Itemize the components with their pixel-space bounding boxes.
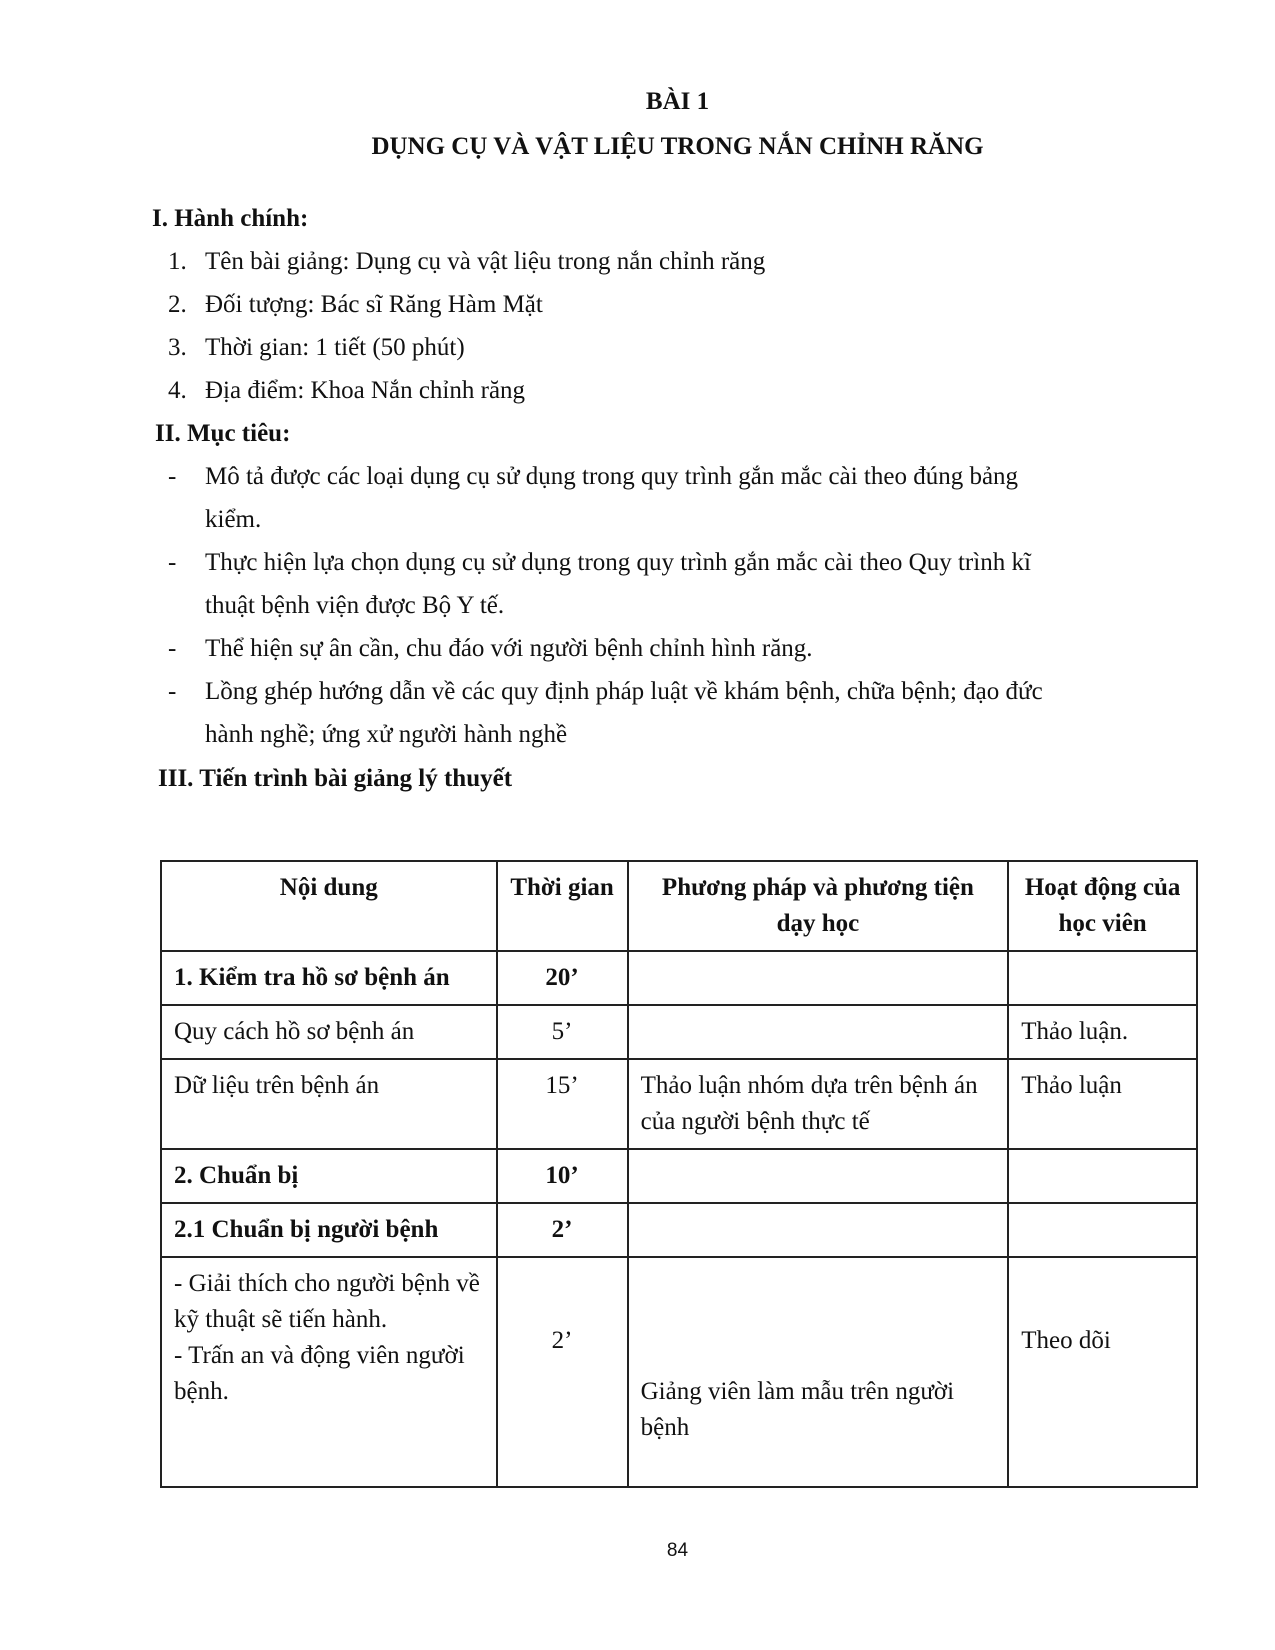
cell-content-line: - Giải thích cho người bệnh về kỹ thuật sẽ tiến hành. xyxy=(174,1270,480,1333)
cell-content: Dữ liệu trên bệnh án xyxy=(161,1059,497,1149)
objective-line: Thực hiện lựa chọn dụng cụ sử dụng trong quy trình gắn mắc cài theo Quy trình kĩ xyxy=(205,549,1031,576)
cell-activity xyxy=(1008,1203,1197,1257)
cell-method xyxy=(628,1203,1009,1257)
section1-heading: I. Hành chính: xyxy=(152,205,309,232)
bullet-dash: - xyxy=(168,678,177,705)
cell-method xyxy=(628,1005,1009,1059)
cell-content xyxy=(161,1257,497,1487)
page-number: 84 xyxy=(666,1540,689,1561)
objective-line: Thể hiện sự ân cần, chu đáo với người bệnh chỉnh hình răng. xyxy=(205,635,813,662)
item-num: 2. xyxy=(168,291,187,318)
cell-method: Thảo luận nhóm dựa trên bệnh án của người bệnh thực tế xyxy=(628,1059,1009,1149)
cell-time: 20’ xyxy=(497,951,628,1005)
table-row xyxy=(161,1257,1197,1487)
objective-line: hành nghề; ứng xử người hành nghề xyxy=(205,721,568,748)
bullet-dash: - xyxy=(168,463,177,490)
cell-time: 2’ xyxy=(497,1203,628,1257)
cell-content: Quy cách hồ sơ bệnh án xyxy=(161,1005,497,1059)
admin-item: Thời gian: 1 tiết (50 phút) xyxy=(205,334,465,361)
cell-activity: Thảo luận. xyxy=(1008,1005,1197,1059)
cell-time: 10’ xyxy=(497,1149,628,1203)
table-row xyxy=(161,1203,1197,1257)
lesson-number: BÀI 1 xyxy=(645,88,710,115)
cell-content: 1. Kiểm tra hồ sơ bệnh án xyxy=(161,951,497,1005)
item-num: 4. xyxy=(168,377,187,404)
header-activity: Hoạt động của học viên xyxy=(1008,861,1197,951)
bullet-dash: - xyxy=(168,635,177,662)
table-row xyxy=(161,1005,1197,1059)
cell-time: 15’ xyxy=(497,1059,628,1149)
cell-content-line: - Trấn an và động viên người bệnh. xyxy=(174,1342,465,1405)
table-row xyxy=(161,1149,1197,1203)
bullet-dash: - xyxy=(168,549,177,576)
cell-activity: Thảo luận xyxy=(1008,1059,1197,1149)
objective-line: kiểm. xyxy=(205,506,262,533)
cell-method xyxy=(628,1149,1009,1203)
cell-time: 5’ xyxy=(497,1005,628,1059)
lesson-plan-table xyxy=(160,860,1198,1488)
cell-activity: Theo dõi xyxy=(1008,1257,1197,1487)
table-header-row xyxy=(161,861,1197,951)
admin-item: Địa điểm: Khoa Nắn chỉnh răng xyxy=(205,377,526,404)
cell-content: 2.1 Chuẩn bị người bệnh xyxy=(161,1203,497,1257)
header-method: Phương pháp và phương tiện dạy học xyxy=(628,861,1009,951)
table-row xyxy=(161,951,1197,1005)
cell-time: 2’ xyxy=(497,1257,628,1487)
cell-method: Giảng viên làm mẫu trên người bệnh xyxy=(628,1257,1009,1487)
objective-line: Lồng ghép hướng dẫn về các quy định pháp luật về khám bệnh, chữa bệnh; đạo đức xyxy=(205,678,1043,705)
admin-item: Tên bài giảng: Dụng cụ và vật liệu trong nắn chỉnh răng xyxy=(205,248,766,275)
lesson-title: DỤNG CỤ VÀ VẬT LIỆU TRONG NẮN CHỈNH RĂNG xyxy=(371,133,984,160)
cell-content: 2. Chuẩn bị xyxy=(161,1149,497,1203)
cell-method xyxy=(628,951,1009,1005)
section2-heading: II. Mục tiêu: xyxy=(155,420,291,447)
item-num: 1. xyxy=(168,248,187,275)
item-num: 3. xyxy=(168,334,187,361)
objective-line: thuật bệnh viện được Bộ Y tế. xyxy=(205,592,505,619)
cell-activity xyxy=(1008,951,1197,1005)
cell-activity xyxy=(1008,1149,1197,1203)
objective-line: Mô tả được các loại dụng cụ sử dụng trong quy trình gắn mắc cài theo đúng bảng xyxy=(205,463,1019,490)
table-row xyxy=(161,1059,1197,1149)
header-time: Thời gian xyxy=(497,861,628,951)
header-content: Nội dung xyxy=(161,861,497,951)
admin-item: Đối tượng: Bác sĩ Răng Hàm Mặt xyxy=(205,291,543,318)
section3-heading: III. Tiến trình bài giảng lý thuyết xyxy=(158,765,513,792)
